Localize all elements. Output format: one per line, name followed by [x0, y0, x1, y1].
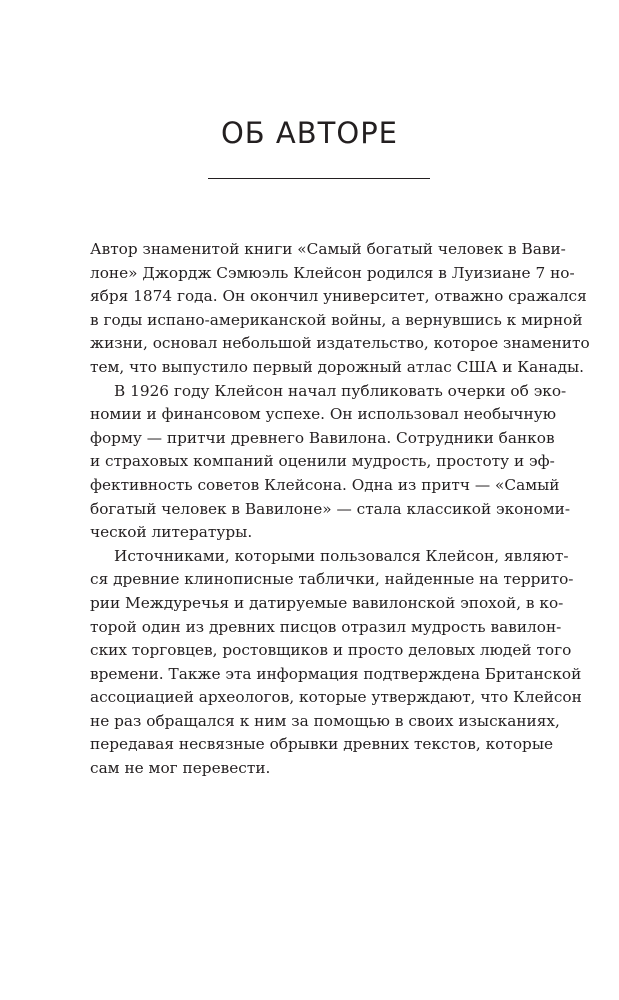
paragraph-line: не раз обращался к ним за помощью в своих изысканиях,: [90, 711, 560, 730]
paragraph-line: Автор знаменитой книги «Самый богатый человек в Вави-: [90, 240, 566, 258]
paragraph-line: лоне» Джордж Сэмюэль Клейсон родился в Луизиане 7 но-: [90, 263, 575, 282]
paragraph-line: передавая несвязные обрывки древних текстов, которые: [90, 735, 554, 754]
paragraph-line: номии и финансовом успехе. Он использовал необычную: [90, 405, 557, 424]
paragraph-line: времени. Также эта информация подтверждена Британской: [90, 664, 582, 683]
paragraph-line: Источниками, которыми пользовался Клейсон, являют-: [114, 546, 569, 565]
page-title: ОБ АВТОРЕ: [220, 116, 399, 150]
paragraph-line: торой один из древних писцов отразил мудрость вавилон-: [90, 617, 562, 636]
paragraph-line: фективность советов Клейсона. Одна из притч — «Самый: [90, 475, 560, 494]
paragraph-line: богатый человек в Вавилоне» — стала классикой экономи-: [90, 499, 571, 518]
paragraph-line: ассоциацией археологов, которые утверждают, что Клейсон: [90, 688, 582, 707]
paragraph-line: жизни, основал небольшой издательство, которое знаменито: [90, 334, 590, 353]
paragraph-line: ческой литературы.: [90, 523, 253, 542]
paragraph-line: форму — притчи древнего Вавилона. Сотрудники банков: [90, 428, 555, 447]
paragraph-line: в годы испано-американской войны, а вернувшись к мирной: [90, 310, 583, 329]
paragraph-2: [90, 380, 571, 545]
title-divider: [208, 178, 430, 179]
paragraph-3: [90, 545, 582, 781]
paragraph-line: ября 1874 года. Он окончил университет, отважно сражался: [90, 287, 587, 306]
paragraph-line: и страховых компаний оценили мудрость, простоту и эф-: [90, 452, 555, 471]
paragraph-line: ся древние клинописные таблички, найденные на террито-: [90, 570, 574, 589]
body-text: [90, 238, 590, 781]
paragraph-line: тем, что выпустило первый дорожный атлас США и Канады.: [90, 357, 585, 376]
paragraph-1: [90, 238, 590, 380]
paragraph-line: В 1926 году Клейсон начал публиковать очерки об эко-: [114, 381, 567, 400]
paragraph-line: сам не мог перевести.: [90, 759, 271, 778]
paragraph-line: рии Междуречья и датируемые вавилонской эпохой, в ко-: [90, 593, 564, 612]
paragraph-line: ских торговцев, ростовщиков и просто деловых людей того: [90, 641, 572, 660]
